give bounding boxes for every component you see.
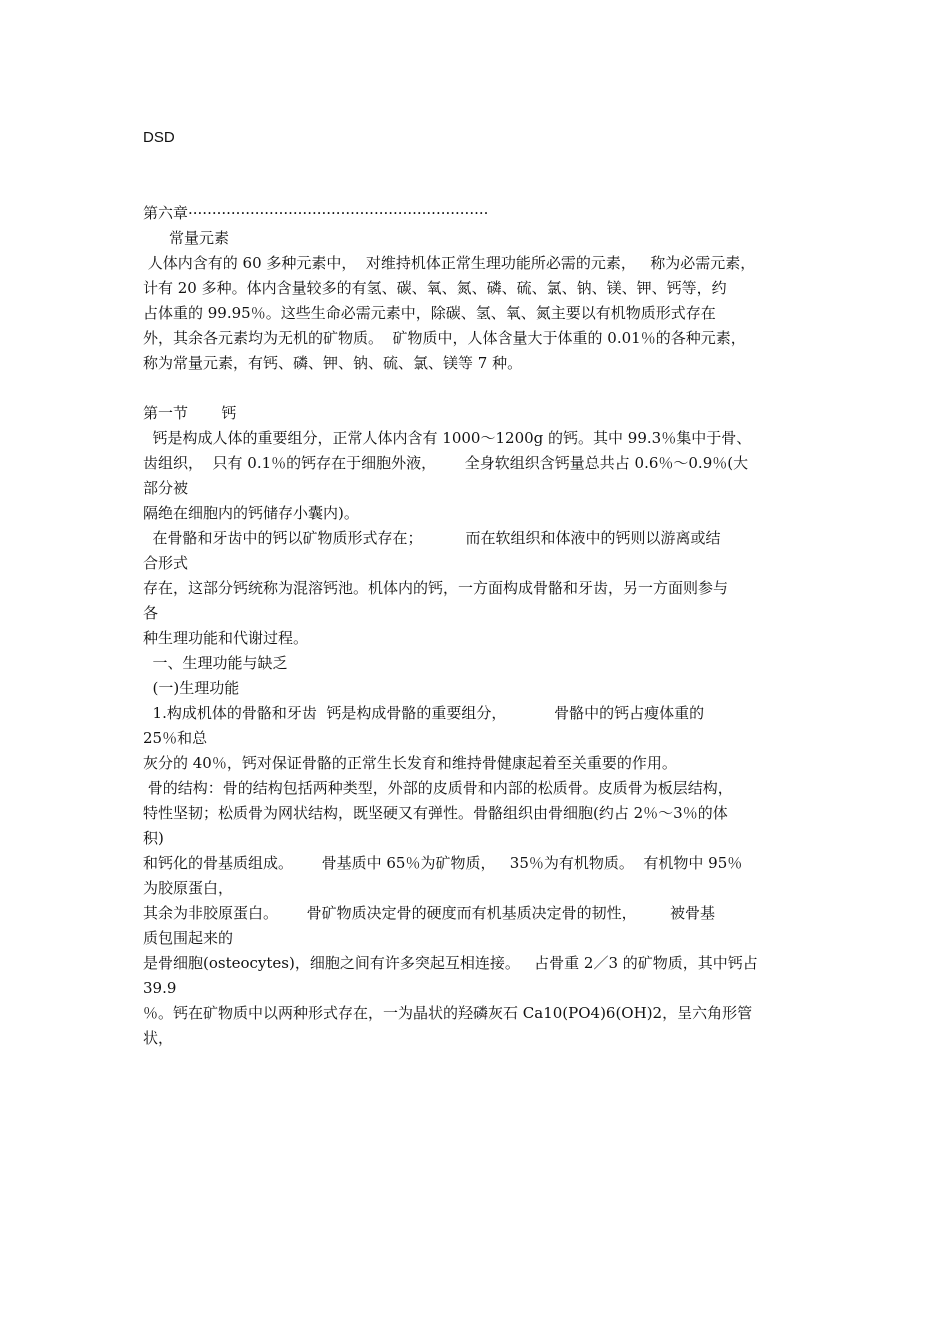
intro-line: 外，其余各元素均为无机的矿物质。 矿物质中，人体含量大于体重的 0.01％的各种元素， bbox=[143, 329, 746, 347]
body-line: 齿组织， 只有 0.1％的钙存在于细胞外液， 全身软组织含钙量总共占 0.6％～0.9％(大 bbox=[143, 454, 749, 472]
body-line: 灰分的 40％，钙对保证骨骼的正常生长发育和维持骨健康起着至关重要的作用。 bbox=[143, 754, 677, 772]
body-line: 积) bbox=[143, 829, 164, 847]
body-line: 种生理功能和代谢过程。 bbox=[143, 629, 309, 647]
body-line: 各 bbox=[143, 604, 159, 622]
intro-line: 称为常量元素，有钙、磷、钾、钠、硫、氯、镁等 7 种。 bbox=[143, 354, 523, 372]
intro-line: 占体重的 99.95％。这些生命必需元素中，除碳、氢、氧、氮主要以有机物质形式存在 bbox=[143, 304, 716, 322]
body-line: 质包围起来的 bbox=[143, 929, 234, 947]
section-heading: 第一节 钙 bbox=[143, 404, 237, 422]
chapter-title: 第六章······························································· bbox=[143, 204, 489, 222]
body-line: 其余为非胶原蛋白。 骨矿物质决定骨的硬度而有机基质决定骨的韧性， 被骨基 bbox=[143, 904, 715, 922]
body-line: 为胶原蛋白， bbox=[143, 879, 234, 897]
subsection-heading: (一)生理功能 bbox=[143, 679, 240, 697]
body-line: 状， bbox=[143, 1029, 174, 1047]
body-line: 39.9 bbox=[143, 979, 177, 997]
body-line: 钙是构成人体的重要组分，正常人体内含有 1000～1200g 的钙。其中 99.3％集中于骨、 bbox=[143, 429, 752, 447]
body-line: 合形式 bbox=[143, 554, 189, 572]
body-line: ％。钙在矿物质中以两种形式存在，一为晶状的羟磷灰石 Ca10(PO4)6(OH)2，呈六角形管 bbox=[143, 1004, 753, 1022]
body-line: 是骨细胞(osteocytes)，细胞之间有许多突起互相连接。 占骨重 2／3 的矿物质，其中钙占 bbox=[143, 954, 758, 972]
header-mark: DSD bbox=[143, 129, 175, 146]
body-line: 1.构成机体的骨骼和牙齿 钙是构成骨骼的重要组分， 骨骼中的钙占瘦体重的 bbox=[143, 704, 705, 722]
body-line: 和钙化的骨基质组成。 骨基质中 65％为矿物质， 35％为有机物质。 有机物中 95％ bbox=[143, 854, 743, 872]
chapter-subtitle: 常量元素 bbox=[169, 229, 230, 247]
intro-line: 人体内含有的 60 多种元素中， 对维持机体正常生理功能所必需的元素， 称为必需元素， bbox=[143, 254, 756, 272]
body-line: 部分被 bbox=[143, 479, 189, 497]
body-line: 隔绝在细胞内的钙储存小囊内)。 bbox=[143, 504, 359, 522]
body-line: 25％和总 bbox=[143, 729, 208, 747]
subsection-heading: 一、生理功能与缺乏 bbox=[143, 654, 288, 672]
body-line: 在骨骼和牙齿中的钙以矿物质形式存在； 而在软组织和体液中的钙则以游离或结 bbox=[143, 529, 721, 547]
body-line: 存在，这部分钙统称为混溶钙池。机体内的钙，一方面构成骨骼和牙齿，另一方面则参与 bbox=[143, 579, 729, 597]
intro-line: 计有 20 多种。体内含量较多的有氢、碳、氧、氮、磷、硫、氯、钠、镁、钾、钙等，约 bbox=[143, 279, 727, 297]
body-line: 骨的结构：骨的结构包括两种类型，外部的皮质骨和内部的松质骨。皮质骨为板层结构， bbox=[143, 779, 733, 797]
body-line: 特性坚韧；松质骨为网状结构，既坚硬又有弹性。骨骼组织由骨细胞(约占 2％～3％的体 bbox=[143, 804, 728, 822]
